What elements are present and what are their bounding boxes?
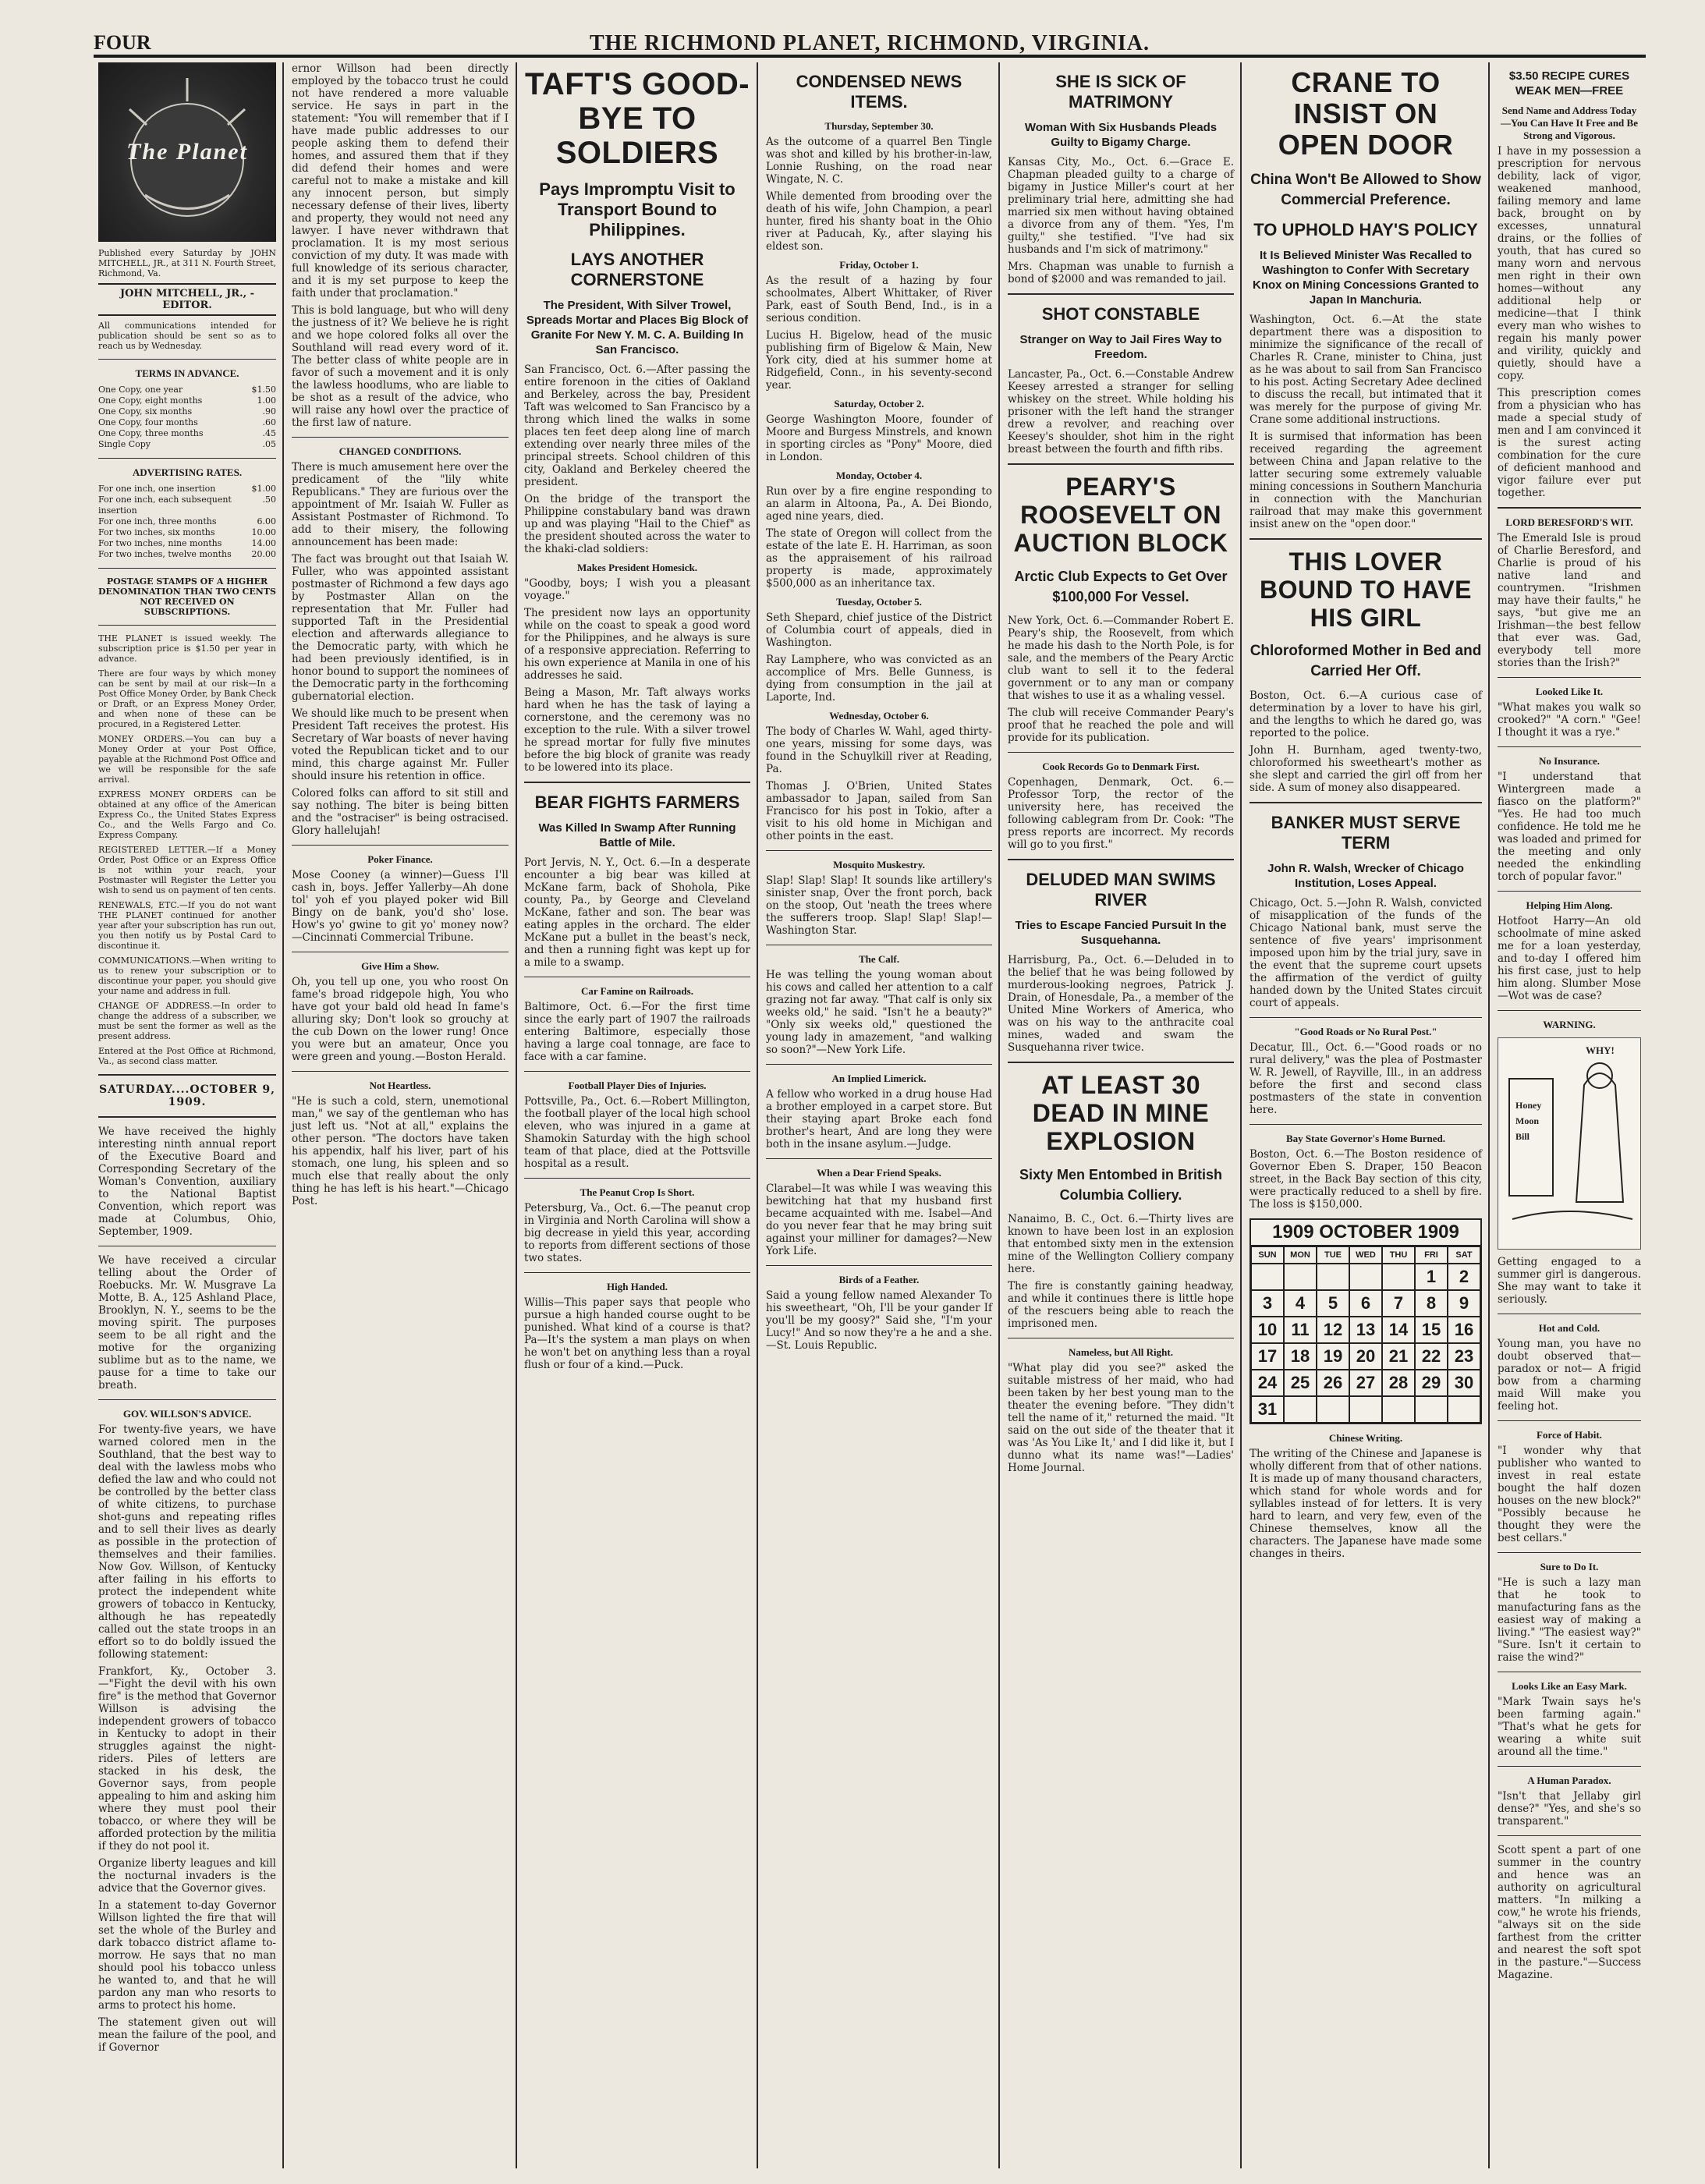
calendar-date-cell: 20 [1349, 1343, 1382, 1370]
calendar-date-cell: 5 [1317, 1290, 1349, 1317]
calendar-date-cell: 24 [1251, 1370, 1284, 1396]
calendar-date-cell [1317, 1264, 1349, 1290]
item-text: "He is such a lazy man that he took to manufacturing fans as the easiest way of making a living." "The easiest way?" "Sure. Isn't it certain to raise the wind?" [1498, 1576, 1641, 1664]
subheadline: Chloroformed Mother in Bed and Carried Her Off. [1250, 643, 1482, 679]
news-item: Ray Lamphere, who was convicted as an accomplice of Mrs. Belle Gunness, is dying from consumption in the jail at Laporte, Ind. [766, 654, 992, 704]
calendar-date-cell: 4 [1284, 1290, 1317, 1317]
item-text: Mose Cooney (a winner)—Guess I'll cash in, boys. Jeffer Yallerby—Ah done tol' yoh ef you played poker wid Bill Bingy on de bank, you'd sho' lose. How's yo' gwine to git yo' money now?—Cincinnati Commercial Tribune. [292, 869, 509, 944]
article-paragraph: It is surmised that information has been received regarding the agreement between China and Japan relative to the latter securing some extremely valuable mining concessions in Southern Manchuria in connection with the Manchurian railroad that may make this government insist anew on the "open door." [1250, 431, 1482, 530]
article-paragraph: Washington, Oct. 6.—At the state department there was a disposition to minimize the significance of the recall of Charles R. Crane, minister to China, just as he was about to sail from San Francisco to his post. Acting Secretary Adee declined to discuss the recall, but intimated that it was merely for the purpose of giving Mr. Crane some additional instructions. [1250, 314, 1482, 426]
item-headline: Football Player Dies of Injuries. [568, 1080, 707, 1091]
calendar-date-cell: 30 [1448, 1370, 1480, 1396]
rate-value: .05 [262, 439, 276, 449]
item-text: He was telling the young woman about his cows and called her attention to a calf grazing not far away. "That calf is only six weeks old," he said. "Isn't he a beauty?" "Only six weeks old," questioned the young lady in amazement, "and walking so soon?"—New York Life. [766, 969, 992, 1056]
calendar-date-cell [1382, 1264, 1415, 1290]
rate-value: .90 [262, 406, 276, 417]
item-text: Clarabel—It was while I was weaving this bewitching hat that my husband first became acquainted with me. Isabel—And do you never fear that he may bring suit against your milliner for damages?—New York Life. [766, 1182, 992, 1257]
calendar-date-cell [1382, 1396, 1415, 1423]
item-text: Hotfoot Harry—An old schoolmate of mine asked me for a loan yesterday, and to-day I offered him his first case, just to help him along. Slumber Mose—Wot was de case? [1498, 915, 1641, 1002]
postage-note: POSTAGE STAMPS OF A HIGHER DENOMINATION THAN TWO CENTS NOT RECEIVED ON SUBSCRIPTIONS. [98, 576, 276, 617]
cartoon-caption-text: Moon [1515, 1115, 1539, 1126]
rate-row [98, 549, 276, 560]
calendar-date-cell: 8 [1415, 1290, 1448, 1317]
rate-value: 14.00 [251, 538, 276, 548]
editorial-headline: GOV. WILLSON'S ADVICE. [122, 1408, 252, 1420]
deck: It Is Believed Minister Was Recalled to Washington to Confer With Secretary Knox on Mining Concessions Granted to Japan In Manchuria. [1252, 249, 1479, 307]
headline-condensed-news: CONDENSED NEWS ITEMS. [796, 72, 962, 112]
headline-taft: TAFT'S GOOD-BYE TO SOLDIERS [524, 67, 750, 170]
advertising-title: ADVERTISING RATES. [132, 466, 243, 478]
rate-value: .45 [262, 428, 276, 438]
warning-cartoon [1498, 1037, 1641, 1250]
calendar-date-cell: 22 [1415, 1343, 1448, 1370]
notice-paragraph: Entered at the Post Office at Richmond, Va., as second class matter. [98, 1046, 276, 1066]
deck: The President, With Silver Trowel, Spreads Mortar and Places Big Block of Granite For New Y. M. C. A. Building In San Francisco. [526, 299, 749, 356]
headline-constable: SHOT CONSTABLE [1041, 304, 1200, 324]
item-text: "Isn't that Jellaby girl dense?" "Yes, and she's so transparent." [1498, 1790, 1641, 1828]
item-text: The Emerald Isle is proud of Charlie Beresford, and Charlie is proud of his native land and countrymen. "Irishmen may have their faults," he says, "but give me an Irishman—the best fellow that ever was. Gad, everybody tell more stories than the Irish?" [1498, 532, 1641, 669]
headline-mine: AT LEAST 30 DEAD IN MINE EXPLOSION [1032, 1071, 1210, 1155]
item-text: "I understand that Wintergreen made a fiasco on the platform?" "Yes. He had too much confidence. He told me he was loaded and primed for the meeting and only needed the enkindling torch of popular favor." [1498, 771, 1641, 883]
rate-value: .50 [262, 495, 276, 505]
calendar-day-header: WED [1349, 1246, 1382, 1264]
terms-table [98, 385, 276, 450]
communications-note: All communications intended for publication should be sent so as to reach us by Wednesday. [98, 321, 276, 351]
item-headline: Force of Habit. [1537, 1429, 1602, 1441]
editorial-paragraph: For twenty-five years, we have warned colored men in the Southland, that the best way to deal with the lawless mobs who defied the law and who could not be controlled by the better class of white citizens, to purchase shot-guns and repeating rifles and to sell their lives as dearly as possible in the protection of themselves and their families. Now Gov. Willson, of Kentucky after failing in his efforts to protect the independent white growers of tobacco in Kentucky, although he has repeatedly called out the state troops in an effort so to do boldly issued the following statement: [98, 1424, 276, 1661]
poem-headline: Birds of a Feather. [838, 1274, 920, 1285]
rate-value: $1.50 [251, 385, 276, 395]
calendar-date-cell [1251, 1264, 1284, 1290]
calendar-day-header: SAT [1448, 1246, 1480, 1264]
news-item: The body of Charles W. Wahl, aged thirty-one years, missing for some days, was found in the Schuylkill river at Reading, Pa. [766, 725, 992, 775]
calendar-day-header: TUE [1317, 1246, 1349, 1264]
deck: Tries to Escape Fancied Pursuit In the Susquehanna. [1015, 919, 1227, 947]
column-rule [516, 62, 517, 2168]
rate-label: For two inches, nine months [98, 538, 222, 548]
news-item: George Washington Moore, founder of Moore and Burgess Minstrels, and known in sporting circles as "Pony" Moore, died in London. [766, 413, 992, 463]
rate-row [98, 527, 276, 538]
article-paragraph: Lancaster, Pa., Oct. 6.—Constable Andrew Keesey arrested a stranger for selling whiskey on the street. While holding his prisoner with the left hand the stranger drew a revolver, and reaching over Keesey's shoulder, shot him in the right breast between the fourth and fifth ribs. [1008, 368, 1234, 456]
editorial-paragraph: Organize liberty leagues and kill the nocturnal invaders is the advice that the Governor gives. [98, 1857, 276, 1895]
advertisement-text: This prescription comes from a physician who has made a special study of men and I am convinced it is the surest acting combination for the cure of deficient manhood and vigor failure ever put together. [1498, 387, 1641, 499]
item-text: "What makes you walk so crooked?" "A corn." "Gee! I thought it was a rye." [1498, 701, 1641, 739]
calendar-date-cell [1349, 1264, 1382, 1290]
headline-peary: PEARY'S ROOSEVELT ON AUCTION BLOCK [1013, 473, 1228, 557]
notice-paragraph: RENEWALS, ETC.—If you do not want THE PLANET continued for another year after your subscription has run out, you then notify us by Postal Card to discontinue it. [98, 900, 276, 951]
rate-row [98, 395, 276, 406]
notice-paragraph: MONEY ORDERS.—You can buy a Money Order at your Post Office, payable at the Richmond Post Office and we will be responsible for the safe arrival. [98, 734, 276, 785]
item-headline: Nameless, but All Right. [1069, 1346, 1173, 1358]
item-headline: Helping Him Along. [1526, 899, 1613, 911]
poem-text: Young man, you have no doubt observed that—paradox or not— A frigid bow from a charming maid Will make you feeling hot. [1498, 1338, 1641, 1413]
rate-row [98, 495, 276, 516]
article-paragraph: New York, Oct. 6.—Commander Robert E. Peary's ship, the Roosevelt, from which he made his dash to the North Pole, is for sale, and the members of the Peary Arctic club want to sell it to the federal government or to any man or company that wishes to use it as a whaling vessel. [1008, 615, 1234, 702]
column-taft [519, 62, 755, 2168]
rate-label: One Copy, eight months [98, 395, 203, 406]
page-number: FOUR [94, 31, 151, 54]
calendar-date-cell: 27 [1349, 1370, 1382, 1396]
headline-lover: THIS LOVER BOUND TO HAVE HIS GIRL [1260, 548, 1472, 632]
headline-matrimony: SHE IS SICK OF MATRIMONY [1055, 72, 1186, 112]
article-paragraph: Being a Mason, Mr. Taft always works hard when he has the task of laying a cornerstone, and the ceremony was no exception to the rule. With a silver trowel he spread mortar for fully five minutes before the big block of granite was ready to be lowered into its place. [524, 686, 750, 774]
item-text: "What play did you see?" asked the suitable mistress of her maid, who had been taken by her best young man to the theater the evening before. "They didn't tell the name of it," returned the maid. "It said on the out side of the theater that it was 'As You Like It,' and I did like it, but I dunno what its name was!"—Ladies' Home Journal. [1008, 1362, 1234, 1474]
article-paragraph: The club will receive Commander Peary's proof that he reached the pole and will provide for its publication. [1008, 707, 1234, 744]
calendar-date-cell: 17 [1251, 1343, 1284, 1370]
rate-label: One Copy, three months [98, 428, 204, 438]
item-headline: Poker Finance. [367, 853, 433, 865]
article-paragraph: Kansas City, Mo., Oct. 6.—Grace E. Chapman pleaded guilty to a charge of bigamy in Justice Miller's court at her preliminary trial here, admitting she had married six men without having obtained a divorce from any of them. "Yes, I'm guilty," she testified. "I've had six husbands and I'm sick of matrimony." [1008, 156, 1234, 256]
rate-value: .60 [262, 417, 276, 427]
cartoon-caption-text: Bill [1515, 1131, 1530, 1142]
item-text: The writing of the Chinese and Japanese is wholly different from that of other nations. It is made up of many thousand characters, which stand for whole words and for syllables instead of for letters. It is very hard to learn, and very few, even of the Chinese themselves, know all the characters. The Japanese have made some changes in theirs. [1250, 1448, 1482, 1560]
calendar-day-header: FRI [1415, 1246, 1448, 1264]
poem-headline: Mosquito Muskestry. [833, 859, 925, 870]
subheadline: TO UPHOLD HAY'S POLICY [1253, 220, 1478, 239]
terms-title: TERMS IN ADVANCE. [135, 367, 239, 379]
calendar-title: 1909 OCTOBER 1909 [1251, 1220, 1480, 1246]
editorial-paragraph: This is bold language, but who will deny the justness of it? We believe he is right and we hope colored folks all over the Southland will read every word of it. The better class of white people are in favor of such a movement and it is only the lawless hoodlums, who are liable to be shot as a result of the advice, who will raise any howl over the practice of the first law of nature. [292, 304, 509, 429]
item-headline: A Human Paradox. [1527, 1774, 1611, 1786]
editorial-paragraph: The statement given out will mean the failure of the pool, and if Governor [98, 2016, 276, 2054]
rate-row [98, 428, 276, 439]
calendar-date-cell: 26 [1317, 1370, 1349, 1396]
notice-paragraph: There are four ways by which money can be sent by mail at our risk—In a Post Office Money Order, by Bank Check or Draft, or an Express Money Order, and when none of these can be procured, in a Registered Letter. [98, 668, 276, 729]
rate-row [98, 516, 276, 527]
item-headline: Not Heartless. [369, 1080, 431, 1091]
notice-paragraph: CHANGE OF ADDRESS.—In order to change the address of a subscriber, we must be sent the former as well as the present address. [98, 1001, 276, 1041]
news-item: As the outcome of a quarrel Ben Tingle was shot and killed by his brother-in-law, Lonnie Rushing, on the road near Wingate, N. C. [766, 136, 992, 186]
column-editorial-continued [287, 62, 513, 2168]
editorial-paragraph: Colored folks can afford to sit still and say nothing. The biter is being bitten and the "ostraciser" is being ostracised. Glory hallelujah! [292, 787, 509, 837]
editorial-headline: CHANGED CONDITIONS. [339, 445, 462, 457]
item-headline: Looks Like an Easy Mark. [1512, 1680, 1627, 1692]
subheadline: Pays Impromptu Visit to Transport Bound to Philippines. [539, 179, 736, 239]
editorial-paragraph: Frankfort, Ky., October 3.—"Fight the devil with his own fire" is the method that Governor Willson is advising the independent growers of tobacco in Kentucky to adopt in their struggles against the night-riders. Piles of letters are stacked in his desk, the Governor says, from people appealing to him and asking him where they must pool their tobacco, or where they will be afforded protection by the militia if they do not pool it. [98, 1665, 276, 1852]
article-subhead: Makes President Homesick. [577, 562, 697, 573]
rate-row [98, 484, 276, 495]
masthead [94, 31, 1646, 58]
item-text: Petersburg, Va., Oct. 6.—The peanut crop in Virginia and North Carolina will show a big decrease in yield this year, according to reports from different sections of those two states. [524, 1202, 750, 1264]
notice-paragraph: THE PLANET is issued weekly. The subscription price is $1.50 per year in advance. [98, 633, 276, 664]
item-text: "I wonder why that publisher who wanted to invest in real estate bought the half dozen houses on the new block?" "Possibly because he thought they were the best cellars." [1498, 1445, 1641, 1544]
rate-label: For two inches, twelve months [98, 549, 232, 559]
editorial-paragraph: We should like much to be present when President Taft receives the protest. His Secretary of War boasts of never having voted the Republican ticket and to our mind, this charge against Mr. Fuller should insure his retention in office. [292, 707, 509, 782]
item-headline: Cook Records Go to Denmark First. [1042, 760, 1200, 772]
column-news [1003, 62, 1239, 2168]
rate-label: One Copy, one year [98, 385, 183, 395]
deck: Was Killed In Swamp After Running Battle of Mile. [538, 821, 736, 849]
calendar-date-cell: 25 [1284, 1370, 1317, 1396]
planet-logo [98, 62, 276, 242]
item-headline: Sure to Do It. [1540, 1561, 1599, 1572]
article-paragraph: Chicago, Oct. 5.—John R. Walsh, convicted of misapplication of the funds of the Chicago National bank, must serve the sentence of five years' imprisonment imposed upon him by the trial jury, save in the event that the supreme court upsets the affirmation of the verdict of guilty handed down by the United States circuit court of appeals. [1250, 897, 1482, 1009]
column-editorial [94, 62, 281, 2168]
subheadline: China Won't Be Allowed to Show Commercial Preference. [1250, 172, 1481, 208]
rate-row [98, 417, 276, 428]
subheadline: Sixty Men Entombed in British Columbia Colliery. [1019, 1167, 1223, 1203]
poem-headline: Hot and Cold. [1538, 1322, 1600, 1334]
calendar-date-cell: 15 [1415, 1317, 1448, 1343]
item-text: "He is such a cold, stern, unemotional man," we say of the gentleman who has just left us. "Not at all," explains the other person. "The doctors have taken his appendix, half his liver, part of his stomach, one lung, his spleen and so much else that really about the only thing he has left is his heart."—Chicago Post. [292, 1095, 509, 1207]
calendar-date-cell: 7 [1382, 1290, 1415, 1317]
news-item: Thomas J. O'Brien, United States ambassador to Japan, sailed from San Francisco for his post in Tokio, after a visit to his old home in Michigan and other points in the east. [766, 780, 992, 842]
article-paragraph: The fire is constantly gaining headway, and while it continues there is little hope of the rescuers being able to reach the imprisoned men. [1008, 1280, 1234, 1330]
calendar-date-cell: 28 [1382, 1370, 1415, 1396]
item-headline: LORD BERESFORD'S WIT. [1505, 516, 1633, 528]
headline-crane: CRANE TO INSIST ON OPEN DOOR [1278, 66, 1454, 161]
calendar-date-cell: 29 [1415, 1370, 1448, 1396]
calendar-date-cell [1284, 1396, 1317, 1423]
calendar-date-cell: 9 [1448, 1290, 1480, 1317]
item-text: Baltimore, Oct. 6.—For the first time since the early part of 1907 the railroads entering Baltimore, especially those having a large coal tonnage, are face to face with a car famine. [524, 1001, 750, 1063]
poem-text: A fellow who worked in a drug house Had a brother employed in a carpet store. But their staying apart Broke each fond brother's heart, And are long they were both in the insane asylum.—Judge. [766, 1088, 992, 1150]
date-subhead: Saturday, October 2. [834, 398, 924, 410]
rate-label: For two inches, six months [98, 527, 215, 537]
date-subhead: Monday, October 4. [835, 470, 923, 481]
calendar-date-cell: 2 [1448, 1264, 1480, 1290]
calendar-day-header: MON [1284, 1246, 1317, 1264]
item-headline: Chinese Writing. [1328, 1432, 1403, 1444]
calendar-date-cell: 3 [1251, 1290, 1284, 1317]
rate-row [98, 538, 276, 549]
rate-label: For one inch, one insertion [98, 484, 216, 494]
headline-bear: BEAR FIGHTS FARMERS [534, 792, 740, 812]
date-subhead: Thursday, September 30. [824, 120, 934, 132]
calendar-date-cell [1349, 1396, 1382, 1423]
item-headline: "Good Roads or No Rural Post." [1294, 1026, 1437, 1037]
rate-value: 10.00 [251, 527, 276, 537]
deck: John R. Walsh, Wrecker of Chicago Institution, Loses Appeal. [1267, 862, 1464, 890]
cartoon-caption-text: WHY! [1586, 1044, 1615, 1056]
poem-text: Oh, you tell up one, you who roost On fame's broad ridgepole high, You who have got your bald old head In fame's alluring sky; Don't look so grouchy at the cub Down on the lower rung! Once you were but an amateur, Once you were green and young.—Boston Herald. [292, 976, 509, 1063]
calendar-day-header: SUN [1251, 1246, 1284, 1264]
calendar-date-cell [1317, 1396, 1349, 1423]
calendar-date-cell: 14 [1382, 1317, 1415, 1343]
item-headline: The Calf. [859, 953, 899, 965]
column-rule [1240, 62, 1242, 2168]
column-rule [282, 62, 284, 2168]
article-paragraph: On the bridge of the transport the Philippine constabulary band was drawn up and was playing "Hail to the Chief" as the president shouted across the water to the khaki-clad soldiers: [524, 493, 750, 555]
rate-label: One Copy, four months [98, 417, 198, 427]
article-paragraph: Mrs. Chapman was unable to furnish a bond of $2000 and was remanded to jail. [1008, 261, 1234, 285]
date-subhead: Friday, October 1. [839, 259, 919, 271]
notice-paragraph: EXPRESS MONEY ORDERS can be obtained at any office of the American Express Co., the United States Express Co., and the Wells Fargo and Co. Express Company. [98, 789, 276, 840]
calendar-date-cell: 23 [1448, 1343, 1480, 1370]
calendar-date-cell: 1 [1415, 1264, 1448, 1290]
headline-banker: BANKER MUST SERVE TERM [1271, 813, 1461, 853]
item-headline: High Handed. [606, 1281, 668, 1292]
rate-value: 1.00 [257, 395, 276, 406]
subheadline: Arctic Club Expects to Get Over $100,000 For Vessel. [1014, 569, 1228, 604]
rate-value: 20.00 [251, 549, 276, 559]
calendar-grid [1251, 1246, 1480, 1423]
article-paragraph: Boston, Oct. 6.—A curious case of determination by a lover to have his girl, and the lengths to which he dared go, was reported to the police. [1250, 690, 1482, 739]
item-text: Copenhagen, Denmark, Oct. 6.—Professor Torp, the rector of the university here, has received the following cablegram from Dr. Cook: "The press reports are incorrect. My records will go to you first." [1008, 776, 1234, 851]
cartoon-caption-text: Honey [1515, 1100, 1542, 1111]
item-headline: Looked Like It. [1535, 686, 1604, 697]
editorial-paragraph: In a statement to-day Governor Willson lighted the fire that will set the whole of the Burley and dark tobacco district aflame to-morrow. He says that no man should pool his tobacco unless he wanted to, and that he will pardon any man who resorts to arms to protect his home. [98, 1899, 276, 2012]
news-item: The state of Oregon will collect from the estate of the late E. H. Harriman, as soon as the appraisement of his railroad property is made, approximately $500,000 as an inheritance tax. [766, 527, 992, 590]
editorial-paragraph: There is much amusement here over the predicament of the "lily white Republicans." They are furious over the appointment of Mr. Isaiah W. Fuller as Assistant Postmaster of Richmond. To add to their misery, the following announcement has been made: [292, 461, 509, 548]
item-headline: Bay State Governor's Home Burned. [1285, 1133, 1445, 1144]
poem-text: Said a young fellow named Alexander To his sweetheart, "Oh, I'll be your gander If you'll be my goosy?" Said she, "I'm your Lucy!" And so now they're a he and a she.—St. Louis Republic. [766, 1289, 992, 1352]
advertising-table [98, 484, 276, 560]
editor-line: JOHN MITCHELL, JR., - EDITOR. [98, 283, 276, 316]
calendar-date-cell: 16 [1448, 1317, 1480, 1343]
article-paragraph: Port Jervis, N. Y., Oct. 6.—In a desperate encounter a big bear was killed at McKane farm, back of Shohola, Pike county, Pa., by George and Cleveland McKane, father and son. The bear was eating apples in the orchard. The elder McKane put a bullet in the beast's neck, and then a running fight was kept up for a mile to a swamp. [524, 856, 750, 969]
calendar-date-cell: 12 [1317, 1317, 1349, 1343]
deck: Stranger on Way to Jail Fires Way to Freedom. [1019, 333, 1222, 361]
subheadline: LAYS ANOTHER CORNERSTONE [570, 250, 704, 289]
rate-value: $1.00 [251, 484, 276, 494]
item-headline: No Insurance. [1538, 755, 1600, 767]
calendar-date-cell: 19 [1317, 1343, 1349, 1370]
poem-headline: An Implied Limerick. [831, 1072, 927, 1084]
column-rule [1488, 62, 1490, 2168]
item-headline: Car Famine on Railroads. [581, 985, 693, 997]
editorial-paragraph: ernor Willson had been directly employed by the tobacco trust he could not have rendered a more valuable service. He says in part in the statement: "You will remember that if I have made public addresses to our people asking them to defend their homes, and assured them that if they did defend their homes and were careful not to make a mistake and kill any innocent person, but simply necessary defense of their lives, liberty and property, they would not need any lawyer. I have never withdrawn that proclamation. It is my most serious conviction of my duty. It was made with full knowledge of its serious character, and it is my set purpose to keep the faith under that proclamation." [292, 62, 509, 300]
publication-info: Published every Saturday by JOHN MITCHELL, JR., at 311 N. Fourth Street, Richmond, Va. [98, 248, 276, 278]
advertisement-subhead: Send Name and Address Today—You Can Have It Free and Be Strong and Vigorous. [1501, 105, 1638, 141]
news-item: As the result of a hazing by four schoolmates, Albert Whittaker, of River Park, east of South Bend, Ind., is in a serious condition. [766, 275, 992, 324]
date-subhead: Tuesday, October 5. [836, 596, 922, 608]
rate-label: For one inch, each subsequent insertion [98, 495, 232, 516]
calendar-date-cell [1448, 1396, 1480, 1423]
item-text: Getting engaged to a summer girl is dangerous. She may want to take it seriously. [1498, 1256, 1641, 1306]
calendar-day-header: THU [1382, 1246, 1415, 1264]
article-paragraph: San Francisco, Oct. 6.—After passing the entire forenoon in the cities of Oakland and Berkeley, across the bay, President Taft was welcomed to San Francisco by a throng which lined the walks in some places ten feet deep along line of march extending over nearly three miles of the principal streets. School children of this city, Oakland and Berkeley cheered the president. [524, 363, 750, 488]
rate-value: 6.00 [257, 516, 276, 526]
rate-row [98, 406, 276, 417]
item-text: Decatur, Ill., Oct. 6.—"Good roads or no rural delivery," was the plea of Postmaster W. R. Jewell, of Rayville, Ill., in an address before the first and second class postmasters of the state in convention here. [1250, 1041, 1482, 1116]
rate-row [98, 439, 276, 450]
rate-label: One Copy, six months [98, 406, 193, 417]
column-crane [1245, 62, 1487, 2168]
calendar-date-cell: 6 [1349, 1290, 1382, 1317]
rate-label: Single Copy [98, 439, 151, 449]
article-paragraph: John H. Burnham, aged twenty-two, chloroformed his sweetheart's mother as she slept and carried the girl off from her side. A sum of money also disappeared. [1250, 744, 1482, 794]
column-rule [757, 62, 758, 2168]
notice-paragraph: REGISTERED LETTER.—If a Money Order, Post Office or an Express Office is not within your reach, your Postmaster will Register the Letter you wish to send us on payment of ten cents. [98, 845, 276, 895]
column-rule [998, 62, 1000, 2168]
rate-label: For one inch, three months [98, 516, 217, 526]
editorial-paragraph: We have received the highly interesting ninth annual report of the Executive Board and Corresponding Secretary of the Woman's Convention, auxiliary to the National Baptist Convention, which report was made at Columbus, Ohio, September, 1909. [98, 1126, 276, 1238]
calendar-date-cell: 18 [1284, 1343, 1317, 1370]
logo-text: The Planet [126, 139, 248, 165]
calendar-date-cell [1415, 1396, 1448, 1423]
subscription-notices [98, 633, 276, 1066]
date-subhead: Wednesday, October 6. [829, 710, 929, 722]
news-item: While demented from brooding over the death of his wife, John Champion, a pearl hunter, fired his shanty boat in the Ohio river at Paducah, Ky., after slaying his eldest son. [766, 190, 992, 253]
item-text: Willis—This paper says that people who pursue a high handed course ought to be punished. What kind of a course is that? Pa—It's the system a man plays on when he won't bet on anything less than a royal flush or four of a kind.—Puck. [524, 1296, 750, 1371]
item-headline: When a Dear Friend Speaks. [817, 1167, 941, 1179]
news-item: Run over by a fire engine responding to an alarm in Altoona, Pa., A. Dei Biondo, aged nine years, died. [766, 485, 992, 523]
deck: Woman With Six Husbands Pleads Guilty to Bigamy Charge. [1024, 121, 1218, 149]
item-text: Boston, Oct. 6.—The Boston residence of Governor Eben S. Draper, 150 Beacon street, in the Back Bay section of this city, were practically reduced to a shell by fire. The loss is $150,000. [1250, 1148, 1482, 1211]
headline-deluded: DELUDED MAN SWIMS RIVER [1026, 870, 1216, 909]
october-calendar [1250, 1218, 1482, 1424]
column-miscellany [1493, 62, 1646, 2168]
editorial-paragraph: We have received a circular telling about the Order of Roebucks. Mr. W. Musgrave La Motte, B. A., 125 Ashland Place, Brooklyn, N. Y., seems to be the moving spirit. The purposes seem to be all right and the motive for the organizing sublime but as to the name, we pause for a time to take our breath. [98, 1254, 276, 1392]
item-headline: The Peanut Crop Is Short. [580, 1186, 695, 1198]
calendar-date-cell: 13 [1349, 1317, 1382, 1343]
calendar-date-cell: 21 [1382, 1343, 1415, 1370]
calendar-date-cell [1284, 1264, 1317, 1290]
news-item: Lucius H. Bigelow, head of the music publishing firm of Bigelow & Main, New York city, died at his summer home at Ridgefield, Conn., in his seventy-second year. [766, 329, 992, 392]
newspaper-title: THE RICHMOND PLANET, RICHMOND, VIRGINIA. [589, 31, 1150, 55]
item-text: Scott spent a part of one summer in the country and hence was an authority on agricultural matters. "In milking a cow," he wrote his friends, "always sit on the side farthest from the critter and nearest the soft spot in the pasture."—Success Magazine. [1498, 1844, 1641, 1981]
advertisement-text: I have in my possession a prescription for nervous debility, lack of vigor, weakened manhood, failing memory and lame back, brought on by excesses, unnatural drains, or the follies of youth, that has cured so many worn and nervous men right in their own homes—without any additional help or medicine—that I think every man who wishes to regain his manly power and virility, quickly and quietly, should have a copy. [1498, 145, 1641, 382]
calendar-date-cell: 10 [1251, 1317, 1284, 1343]
poem-text: Slap! Slap! Slap! It sounds like artillery's sinister snap, Over the front porch, back on the stoop, Out 'neath the trees where the sufferers troop. Slap! Slap! Slap!—Washington Star. [766, 874, 992, 937]
editorial-paragraph: The fact was brought out that Isaiah W. Fuller, who was appointed assistant postmaster of Richmond a few days ago by Postmaster Allan on the representation that Mr. Fuller had supported Taft in the Presidential election and afterwards allegiance to the Democratic party, with which he had been previously identified, is in honor bound to support the nominees of the Democratic party in the forthcoming gubernatorial election. [292, 553, 509, 703]
article-paragraph: Harrisburg, Pa., Oct. 6.—Deluded in to the belief that he was being followed by murderous-looking negroes, Patrick J. Drain, of Honesdale, Pa., a member of the United Mine Workers of America, who was on his way to the anthracite coal mines, waded and swam the Susquehanna river twice. [1008, 954, 1234, 1054]
article-paragraph: "Goodby, boys; I wish you a pleasant voyage." [524, 577, 750, 602]
news-item: Seth Shepard, chief justice of the District of Columbia court of appeals, died in Washington. [766, 612, 992, 649]
item-text: "Mark Twain says he's been farming again." "That's what he gets for wearing a white suit around all the time." [1498, 1696, 1641, 1758]
article-paragraph: The president now lays an opportunity while on the coast to speak a good word for the Philippines, and he always is sure of a responsive appreciation. Referring to his own experience at Manila in one of his addresses he said. [524, 607, 750, 682]
item-headline: WARNING. [1543, 1019, 1596, 1030]
article-paragraph: Nanaimo, B. C., Oct. 6.—Thirty lives are known to have been lost in an explosion that entombed sixty men in the extension mine of the Wellington Colliery company here. [1008, 1213, 1234, 1275]
advertisement-headline: $3.50 RECIPE CURES WEAK MEN—FREE [1508, 69, 1630, 98]
notice-paragraph: COMMUNICATIONS.—When writing to us to renew your subscription or to discontinue your paper, you should give your name and address in full. [98, 956, 276, 996]
calendar-date-cell: 11 [1284, 1317, 1317, 1343]
poem-headline: Give Him a Show. [361, 960, 439, 972]
rate-row [98, 385, 276, 395]
item-text: Pottsville, Pa., Oct. 6.—Robert Millington, the football player of the local high school eleven, who was injured in a game at Shamokin Saturday with the high school team of that place, died at the Pottsville hospital as a result. [524, 1095, 750, 1170]
column-condensed-news [761, 62, 997, 2168]
dateline: SATURDAY....OCTOBER 9, 1909. [98, 1083, 276, 1108]
calendar-date-cell: 31 [1251, 1396, 1284, 1423]
